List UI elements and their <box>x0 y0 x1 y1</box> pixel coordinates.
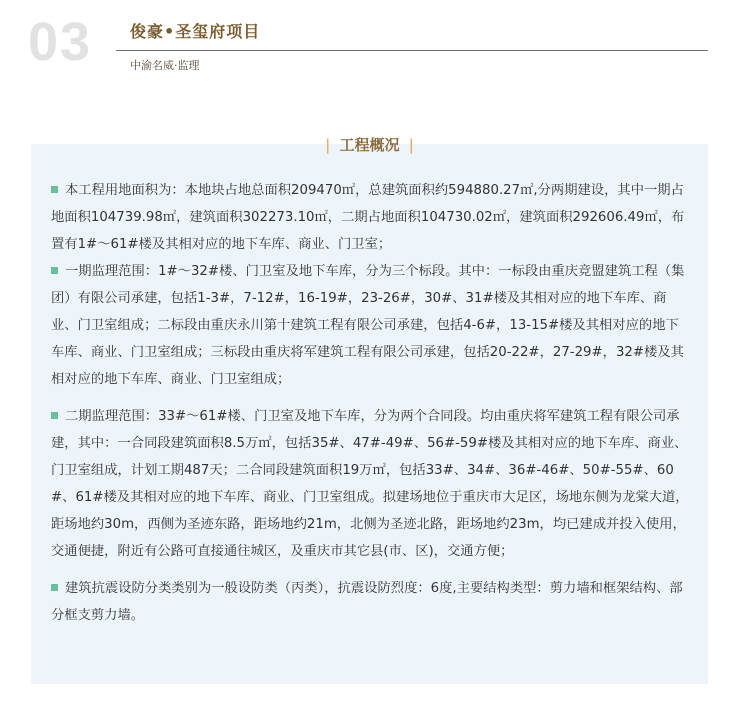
paragraph-text: 本工程用地面积为：本地块占地总面积209470㎡，总建筑面积约594880.27㎡,分两期建设，其中一期占地面积104739.98㎡，建筑面积302273.10㎡，二期占地面积104730.02㎡，建筑面积292606.49㎡，布置有1#～61#楼及其相对应的地下车库、商业、门卫室； <box>51 183 685 252</box>
paragraph-phase-one <box>51 258 691 393</box>
section-heading-text: 工程概况 <box>339 136 400 154</box>
page-title: 俊豪•圣玺府项目 <box>130 22 261 41</box>
paragraph-phase-two <box>51 403 691 565</box>
square-bullet-icon <box>51 412 58 419</box>
section-number: 03 <box>28 12 93 72</box>
paragraph-land-area <box>51 177 691 258</box>
square-bullet-icon <box>51 267 58 274</box>
paragraph-text: 二期监理范围：33#～61#楼、门卫室及地下车库，分为两个合同段。均由重庆将军建筑工程有限公司承建，其中：一合同段建筑面积8.5万㎡，包括35#、47#-49#、56#-59#楼及其相对应的地下车库、商业、门卫室组成，计划工期487天；二合同段建筑面积19万㎡，包括33#、34#、36#-46#、50#-55#、60#、61#楼及其相对应的地下车库、商业、门卫室组成。拟建场地位于重庆市大足区，场地东侧为龙棠大道，距场地约30m，西侧为圣迹东路，距场地约21m，北侧为圣迹北路，距场地约23m，均已建成并投入使用，交通便捷，附近有公路可直接通往城区，及重庆市其它县(市、区)，交通方便； <box>51 409 689 559</box>
heading-bar-right: | <box>408 136 414 154</box>
page-subtitle: 中渝名威·监理 <box>130 59 200 72</box>
heading-bar-left: | <box>325 136 331 154</box>
square-bullet-icon <box>51 584 58 591</box>
paragraph-text: 一期监理范围：1#～32#楼、门卫室及地下车库，分为三个标段。其中：一标段由重庆竞盟建筑工程（集团）有限公司承建，包括1-3#，7-12#，16-19#，23-26#，30#、31#楼及其相对应的地下车库、商业、门卫室组成；二标段由重庆永川第十建筑工程有限公司承建，包括4-6#，13-15#楼及其相对应的地下车库、商业、门卫室组成；三标段由重庆将军建筑工程有限公司承建，包括20-22#，27-29#，32#楼及其相对应的地下车库、商业、门卫室组成； <box>51 264 685 387</box>
overview-content <box>51 177 691 639</box>
paragraph-seismic <box>51 575 691 629</box>
section-heading <box>31 134 708 156</box>
overview-panel <box>31 136 708 684</box>
square-bullet-icon <box>51 186 58 193</box>
header-divider <box>116 50 708 51</box>
paragraph-text: 建筑抗震设防分类类别为一般设防类（丙类），抗震设防烈度：6度,主要结构类型：剪力墙和框架结构、部分框支剪力墙。 <box>51 581 683 623</box>
